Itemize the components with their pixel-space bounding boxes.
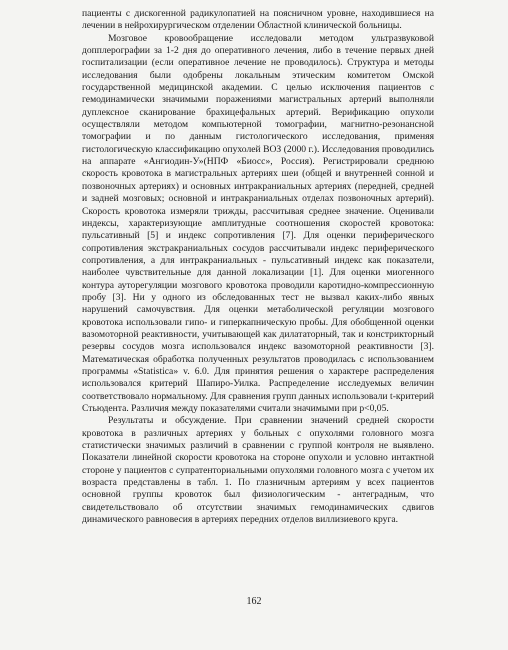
paragraph-methods: Мозговое кровообращение исследовали методом ультразвуковой допплерографии за 1-2 дня до оперативного лечения, либо в течение первых дней госпитализации (если оперативное лечение не проводилось). Структура и методы исследования были одобрены локальным этическим комитетом Омской государственной медицинской академии. С целью исключения пациентов с гемодинамически значимыми поражениями магистральных артерий выполняли дуплексное сканирование брахицефальных артерий. Верификацию опухоли осуществляли методом компьютерной томографии, магнитно-резонансной томографии и по данным гистологического исследования, применяя гистологическую классификацию опухолей ВОЗ (2000 г.). Исследования проводились на аппарате «Ангиодин-У»(НПФ «Биосс», Россия). Регистрировали среднюю скорость кровотока в магистральных артериях шеи (общей и внутренней сонной и позвоночных артериях) и основных интракраниальных артериях (передней, средней и задней мозговых; основной и интракраниальных отделах позвоночных артерий). Скорость кровотока измеряли трижды, рассчитывая среднее значение. Оценивали индексы, характеризующие амплитудные соотношения скоростей кровотока: пульсативный [5] и индекс сопротивления [7]. Для оценки периферического сопротивления экстракраниальных сосудов рассчитывали индекс периферического сопротивления, а для интракраниальных - пульсативный индекс как показатели, наиболее чувствительные для данной локализации [1]. Для оценки миогенного контура ауторегуляции мозгового кровотока проводили каротидно-компрессионную пробу [3]. Ни у одного из обследованных тест не вызвал каких-либо явных нарушений самочувствия. Для оценки метаболической регуляции мозгового кровотока использовали гипо- и гиперкапническую пробы. Для обобщенной оценки вазомоторной реактивности, учитывающей как дилататорный, так и констрикторный резервы сосудов мозга использовался индекс вазомоторной реактивности [3]. Математическая обработка полученных результатов проводилась с использованием программы «Statistica» v. 6.0. Для принятия решения о характере распределения использовался критерий Шапиро-Уилка. Распределение исследуемых величин соответствовало нормальному. Для сравнения групп данных использовали t-критерий Стьюдента. Различия между показателями считали значимыми при р<0,05. [82,32,434,414]
page-number: 162 [246,596,262,607]
body-text [82,8,434,526]
paragraph-continuation: пациенты с дискогенной радикулопатией на поясничном уровне, находившиеся на лечении в нейрохирургическом отделении Областной клинической больницы. [82,8,434,32]
paragraph-results: Результаты и обсуждение. При сравнении значений средней скорости кровотока в различных артериях у больных с опухолями головного мозга статистически значимых различий в сравнении с группой контроля не выявлено. Показатели линейной скорости кровотока на стороне опухоли и условно интактной стороне у пациентов с супратенториальными опухолями головного мозга с учетом их возраста представлены в табл. 1. По глазничным артериям у всех пациентов основной группы кровоток был физиологическим - антеградным, что свидетельствовало об отсутствии значимых гемодинамических сдвигов динамического равновесия в артериях передних отделов виллизиевого круга. [82,415,434,526]
